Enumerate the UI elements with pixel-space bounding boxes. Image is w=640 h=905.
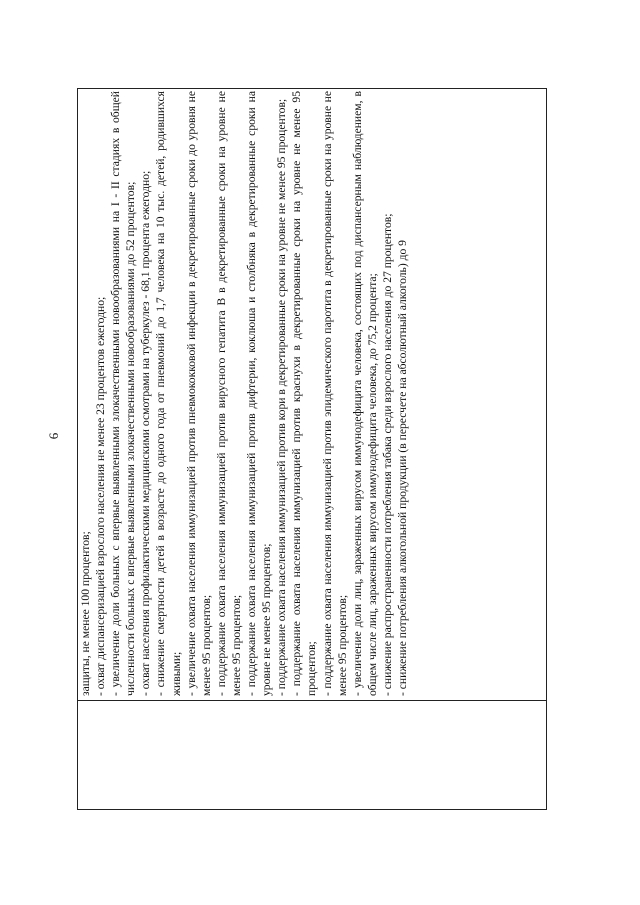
- empty-left-cell: [78, 701, 547, 810]
- list-item: - охват диспансеризацией взрослого населения не менее 23 процентов ежегодно;: [94, 296, 108, 696]
- list-item: - поддержание охвата населения иммунизацией против краснухи в декретированные сроки на уровне не менее 95 процентов;: [290, 91, 319, 696]
- list-item: - снижение смертности детей в возрасте до одного года от пневмоний до 1,7 человека на 10 тыс. детей, родившихся живыми;: [154, 91, 183, 696]
- rotated-page-content: [77, 88, 547, 810]
- list-item: - снижение распространенности потребления табака среди взрослого населения до 27 процентов;: [380, 213, 394, 696]
- list-item: защиты, не менее 100 процентов;: [79, 531, 92, 696]
- list-item: - увеличение доли лиц, зараженных вирусом иммунодефицита человека, состоящих под диспансерным наблюдением, в общем числе лиц, зараженных вирусом иммунодефицита человека, до 75,2 процента;: [350, 91, 379, 696]
- list-item: - снижение потребления алкогольной продукции (в пересчете на абсолютный алкоголь) до 9: [395, 240, 409, 696]
- indicators-cell: [78, 89, 547, 701]
- page-number: 6: [46, 432, 61, 440]
- list-item: - поддержание охвата населения иммунизацией против дифтерии, коклюша и столбняка в декретированные сроки на уровне не менее 95 процентов;: [245, 91, 274, 696]
- list-item: - поддержание охвата населения иммунизацией против эпидемического паротита в декретированные сроки на уровне не менее 95 процентов;: [320, 91, 349, 696]
- list-item: - поддержание охвата населения иммунизацией против вирусного гепатита В в декретированные сроки на уровне не менее 95 процентов;: [214, 91, 243, 696]
- list-item: - увеличение доли больных с впервые выявленными злокачественными новообразованиями на I - II стадиях в общей численности больных с впервые выявленными злокачественными новообразованиями до 52 процентов;: [109, 91, 138, 696]
- list-item: - охват населения профилактическими медицинскими осмотрами на туберкулез - 68,1 процента ежегодно;: [139, 170, 153, 696]
- indicators-table: [77, 88, 547, 810]
- table-row: [78, 89, 547, 810]
- list-item: - поддержание охвата населения иммунизацией против кори в декретированные сроки на уровне не менее 95 процентов;: [275, 98, 289, 696]
- list-item: - увеличение охвата населения иммунизацией против пневмококковой инфекции в декретированные сроки до уровня не менее 95 процентов;: [184, 91, 213, 696]
